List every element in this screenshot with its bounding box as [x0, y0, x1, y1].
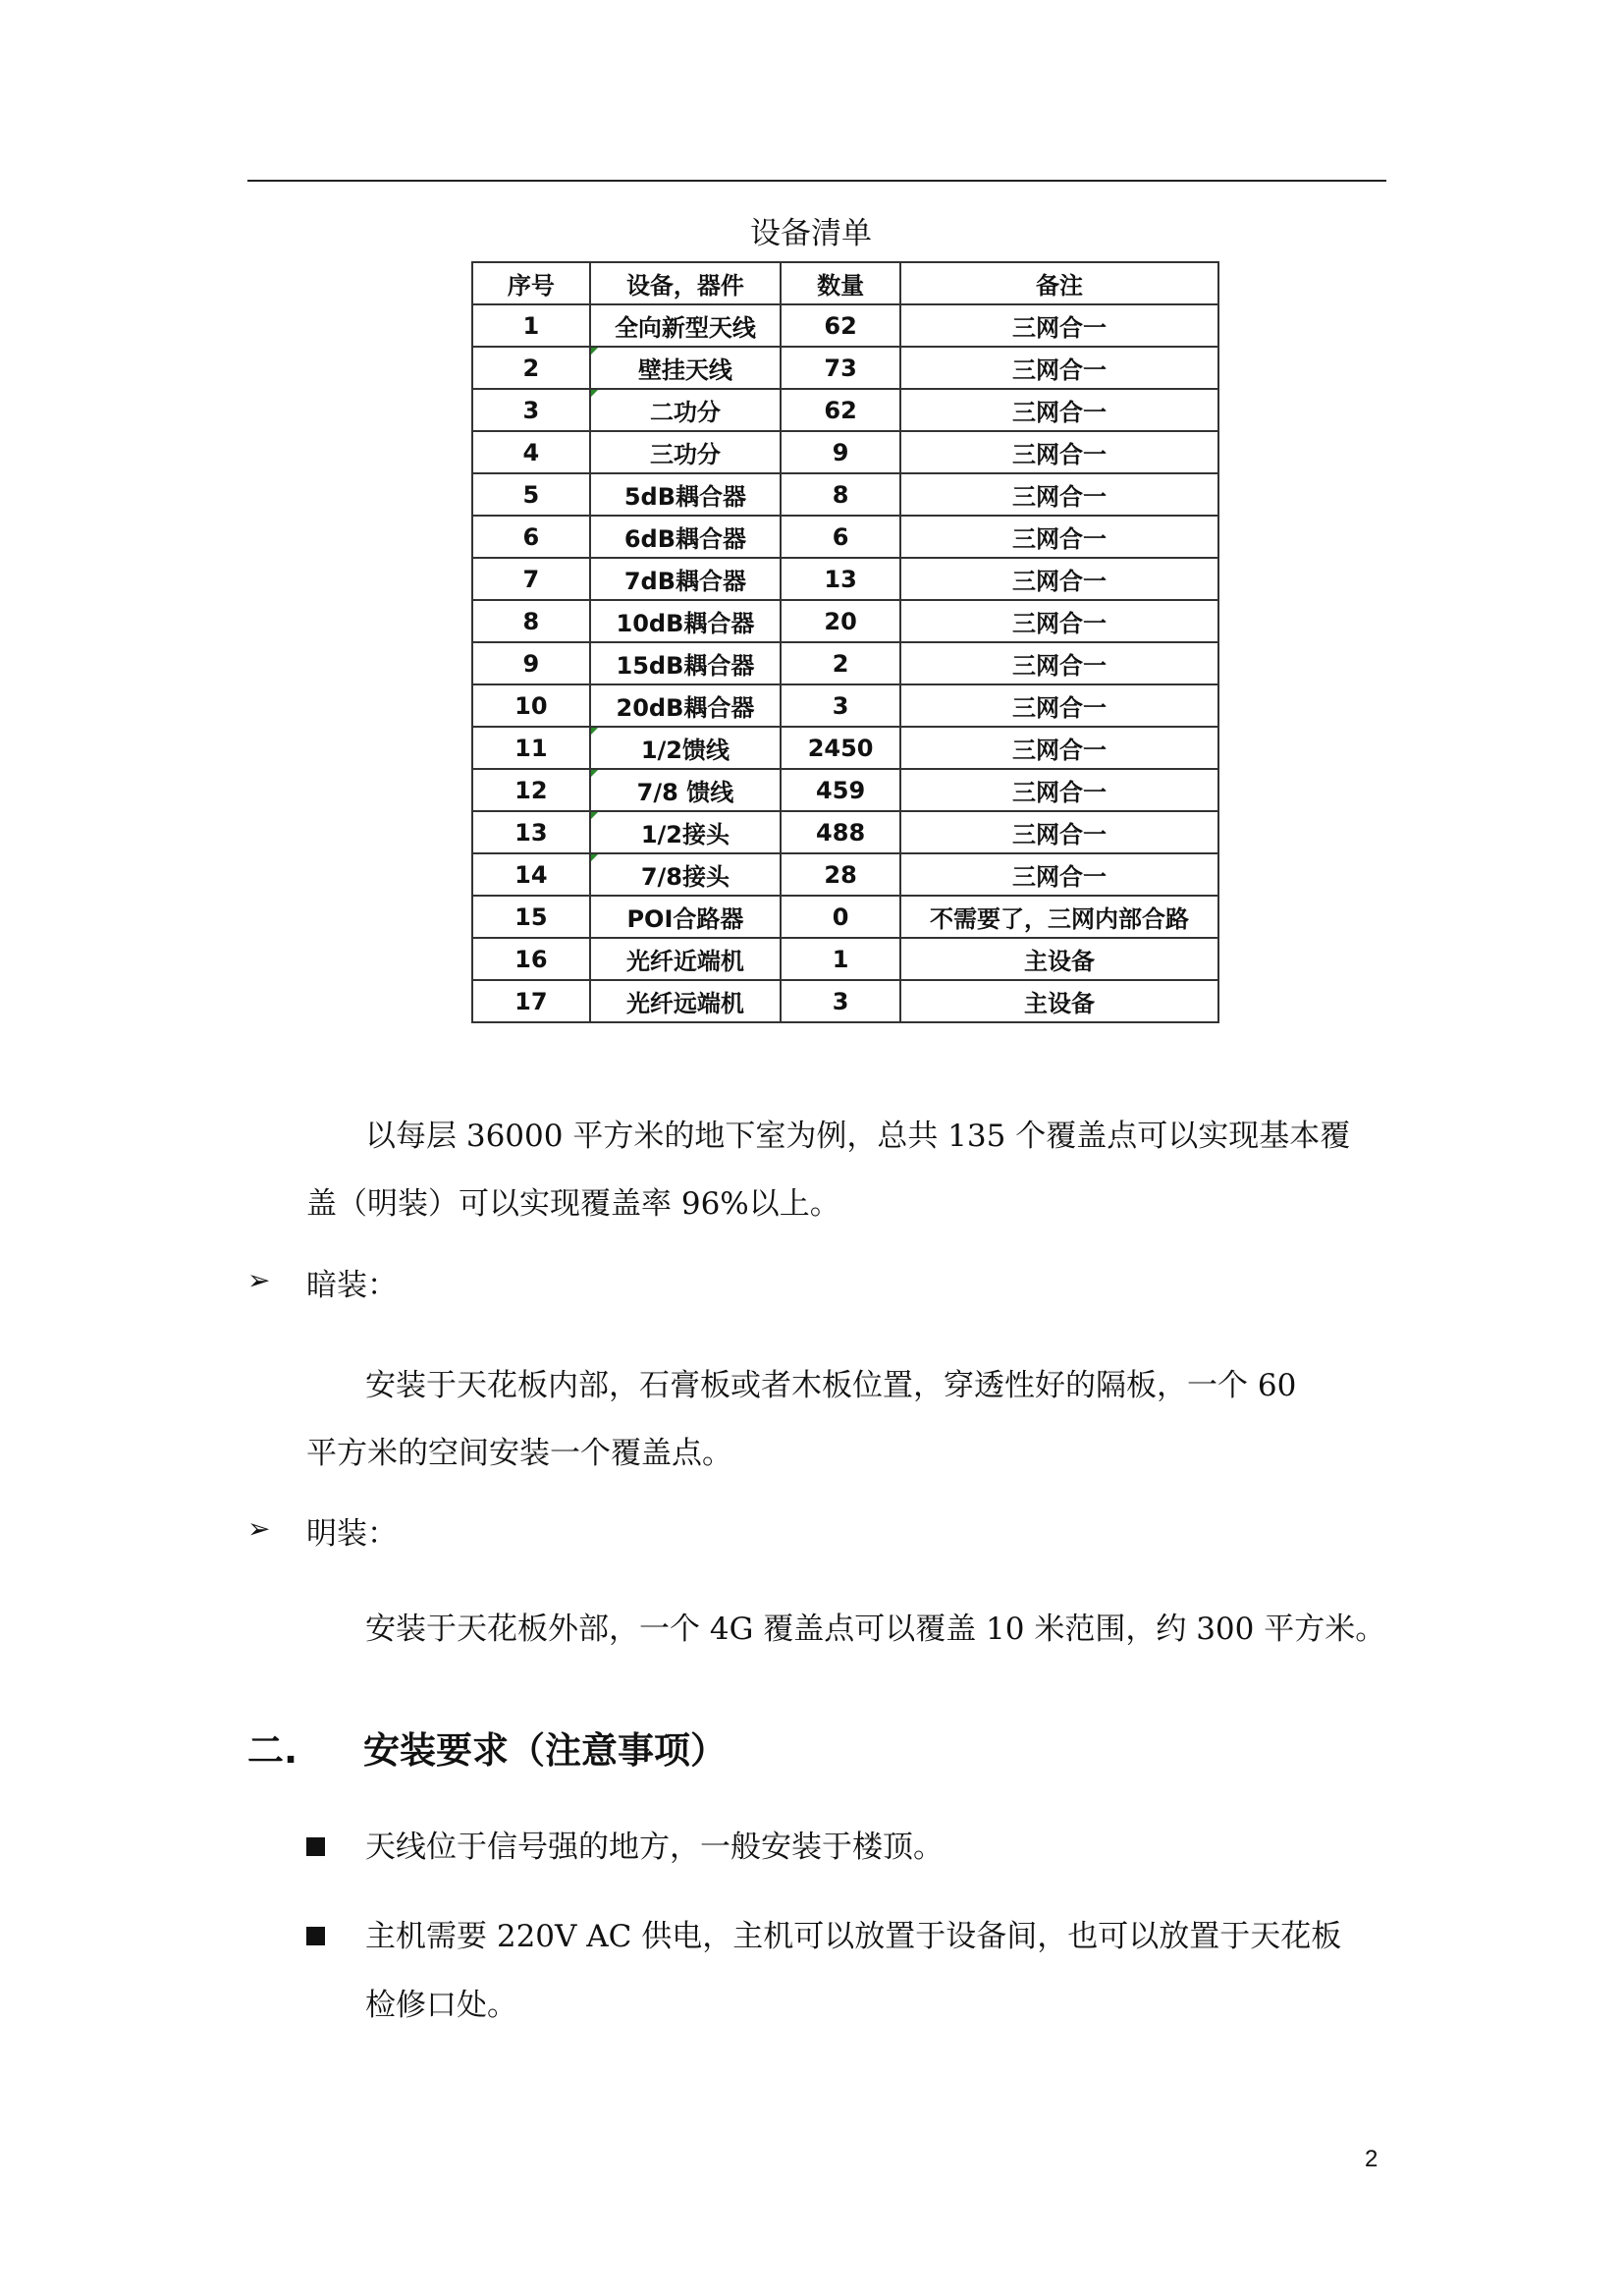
cell-quantity: 3	[781, 980, 900, 1022]
table-row	[472, 642, 1218, 684]
cell-index: 12	[472, 769, 590, 811]
cell-device: 15dB耦合器	[590, 642, 782, 684]
cell-index: 5	[472, 473, 590, 516]
table-body	[472, 304, 1218, 1022]
arrow-bullet-icon: ➢	[247, 1264, 271, 1296]
cell-remark: 三网合一	[900, 642, 1218, 684]
section-title: 安装要求（注意事项）	[363, 1729, 727, 1772]
cell-device: 二功分	[590, 389, 782, 431]
table-row	[472, 558, 1218, 600]
cell-remark: 三网合一	[900, 853, 1218, 896]
table-row	[472, 980, 1218, 1022]
cell-remark: 三网合一	[900, 389, 1218, 431]
cell-index: 9	[472, 642, 590, 684]
cell-index: 2	[472, 347, 590, 389]
table-row	[472, 347, 1218, 389]
table-row	[472, 769, 1218, 811]
cell-index: 10	[472, 684, 590, 727]
table-row	[472, 389, 1218, 431]
cell-device: 三功分	[590, 431, 782, 473]
cell-index: 17	[472, 980, 590, 1022]
cell-remark: 三网合一	[900, 600, 1218, 642]
cell-device: 光纤远端机	[590, 980, 782, 1022]
concealed-line-1: 安装于天花板内部，石膏板或者木板位置，穿透性好的隔板，一个 60	[365, 1368, 1297, 1403]
table-row	[472, 896, 1218, 938]
cell-remark: 三网合一	[900, 727, 1218, 769]
cell-index: 1	[472, 304, 590, 347]
cell-remark: 三网合一	[900, 769, 1218, 811]
cell-index: 8	[472, 600, 590, 642]
cell-device: 7/8 馈线	[590, 769, 782, 811]
table-row	[472, 473, 1218, 516]
table-row	[472, 727, 1218, 769]
requirement-1-line-1: 天线位于信号强的地方，一般安装于楼顶。	[365, 1830, 944, 1865]
cell-index: 3	[472, 389, 590, 431]
table-header-row	[472, 262, 1218, 304]
cell-device: 壁挂天线	[590, 347, 782, 389]
cell-index: 4	[472, 431, 590, 473]
cell-device: 全向新型天线	[590, 304, 782, 347]
square-bullet-icon	[306, 1837, 325, 1856]
table-row	[472, 304, 1218, 347]
cell-quantity: 459	[781, 769, 900, 811]
cell-remark: 三网合一	[900, 811, 1218, 853]
cell-device: POI合路器	[590, 896, 782, 938]
page-number: 2	[1365, 2146, 1379, 2172]
table-row	[472, 600, 1218, 642]
arrow-bullet-icon: ➢	[247, 1512, 271, 1545]
cell-device: 7dB耦合器	[590, 558, 782, 600]
header-device: 设备，器件	[590, 262, 782, 304]
cell-device: 7/8接头	[590, 853, 782, 896]
cell-remark: 三网合一	[900, 516, 1218, 558]
requirement-2-line-1: 主机需要 220V AC 供电，主机可以放置于设备间，也可以放置于天花板	[365, 1919, 1342, 1954]
equipment-table	[471, 261, 1219, 1023]
cell-quantity: 2	[781, 642, 900, 684]
concealed-label: 暗装：	[306, 1268, 398, 1303]
cell-quantity: 6	[781, 516, 900, 558]
exposed-line-1: 安装于天花板外部，一个 4G 覆盖点可以覆盖 10 米范围，约 300 平方米。	[365, 1612, 1386, 1647]
cell-quantity: 2450	[781, 727, 900, 769]
cell-index: 14	[472, 853, 590, 896]
cell-quantity: 9	[781, 431, 900, 473]
table-row	[472, 684, 1218, 727]
cell-quantity: 62	[781, 389, 900, 431]
cell-quantity: 28	[781, 853, 900, 896]
cell-remark: 三网合一	[900, 684, 1218, 727]
cell-quantity: 13	[781, 558, 900, 600]
cell-device: 10dB耦合器	[590, 600, 782, 642]
cell-index: 13	[472, 811, 590, 853]
intro-line-2: 盖（明装）可以实现覆盖率 96%以上。	[306, 1186, 840, 1222]
cell-device: 6dB耦合器	[590, 516, 782, 558]
cell-remark: 不需要了，三网内部合路	[900, 896, 1218, 938]
header-remark: 备注	[900, 262, 1218, 304]
table-row	[472, 853, 1218, 896]
cell-index: 7	[472, 558, 590, 600]
cell-remark: 三网合一	[900, 431, 1218, 473]
cell-device: 1/2馈线	[590, 727, 782, 769]
cell-index: 6	[472, 516, 590, 558]
exposed-label: 明装：	[306, 1516, 398, 1552]
square-bullet-icon	[306, 1927, 325, 1945]
cell-device: 20dB耦合器	[590, 684, 782, 727]
cell-quantity: 1	[781, 938, 900, 980]
cell-quantity: 73	[781, 347, 900, 389]
cell-remark: 三网合一	[900, 473, 1218, 516]
cell-remark: 三网合一	[900, 304, 1218, 347]
table-row	[472, 811, 1218, 853]
cell-quantity: 62	[781, 304, 900, 347]
cell-remark: 主设备	[900, 938, 1218, 980]
cell-index: 15	[472, 896, 590, 938]
section-number: 二.	[247, 1729, 298, 1772]
table-row	[472, 938, 1218, 980]
intro-line-1: 以每层 36000 平方米的地下室为例，总共 135 个覆盖点可以实现基本覆	[365, 1119, 1351, 1154]
cell-quantity: 488	[781, 811, 900, 853]
cell-index: 16	[472, 938, 590, 980]
header-quantity: 数量	[781, 262, 900, 304]
cell-remark: 主设备	[900, 980, 1218, 1022]
cell-index: 11	[472, 727, 590, 769]
table-row	[472, 516, 1218, 558]
table-row	[472, 431, 1218, 473]
requirement-2-line-2: 检修口处。	[365, 1988, 517, 2023]
cell-device: 光纤近端机	[590, 938, 782, 980]
cell-quantity: 3	[781, 684, 900, 727]
cell-device: 5dB耦合器	[590, 473, 782, 516]
cell-device: 1/2接头	[590, 811, 782, 853]
table-caption: 设备清单	[750, 216, 872, 251]
cell-quantity: 20	[781, 600, 900, 642]
cell-remark: 三网合一	[900, 347, 1218, 389]
concealed-line-2: 平方米的空间安装一个覆盖点。	[306, 1436, 732, 1471]
header-index: 序号	[472, 262, 590, 304]
cell-quantity: 8	[781, 473, 900, 516]
cell-remark: 三网合一	[900, 558, 1218, 600]
cell-quantity: 0	[781, 896, 900, 938]
header-rule	[247, 180, 1386, 182]
